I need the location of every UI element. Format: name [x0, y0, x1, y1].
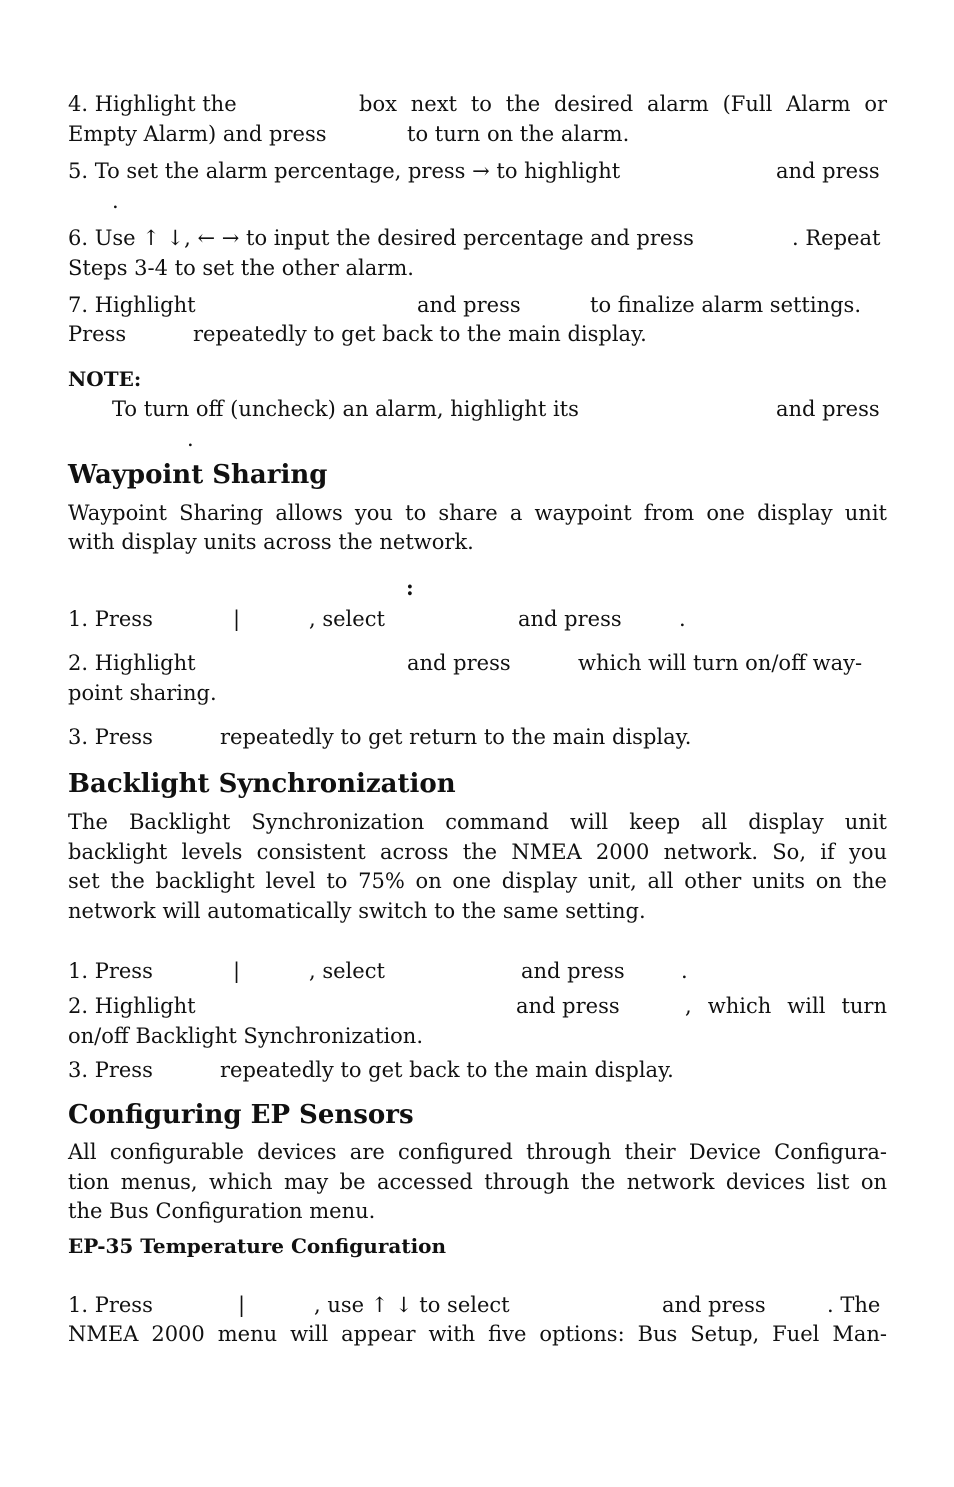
ep-step1-a: 1. Press [68, 1293, 153, 1317]
waypoint-step3-b: repeatedly to get return to the main display. [220, 725, 692, 749]
backlight-step2-line2: on/off Backlight Synchronization. [68, 1024, 424, 1048]
note-line1-a: To turn off (uncheck) an alarm, highlight its [112, 397, 579, 421]
backlight-step3-a: 3. Press [68, 1058, 153, 1082]
ep-step1-c: , use ↑ ↓ to select [314, 1293, 510, 1317]
backlight-step1-a: 1. Press [68, 959, 153, 983]
step7-line1-a: 7. Highlight [68, 293, 196, 317]
waypoint-step1-a: 1. Press [68, 607, 153, 631]
waypoint-step1-e: . [679, 607, 686, 631]
ep-para-line3: the Bus Configuration menu. [68, 1199, 376, 1223]
step5-line1-a: 5. To set the alarm percentage, press → to highlight [68, 159, 621, 183]
waypoint-colon: : [406, 575, 414, 600]
note-label: NOTE: [68, 367, 142, 391]
backlight-para-line3: set the backlight level to 75% on one display unit, all other units on the [68, 869, 887, 893]
waypoint-step2-a: 2. Highlight [68, 651, 196, 675]
step7-line1-b: and press [417, 293, 521, 317]
step6-line2: Steps 3-4 to set the other alarm. [68, 256, 414, 280]
step6-line1-b: . Repeat [792, 226, 881, 250]
ep-step1-line2: NMEA 2000 menu will appear with five options: Bus Setup, Fuel Man- [68, 1322, 887, 1346]
waypoint-step1-b: | [233, 607, 241, 631]
step5-line1-b: and press [776, 159, 880, 183]
backlight-para-line4: network will automatically switch to the same setting. [68, 899, 646, 923]
step4-line2-a: Empty Alarm) and press [68, 122, 327, 146]
waypoint-para-line2: with display units across the network. [68, 530, 474, 554]
backlight-para-line1: The Backlight Synchronization command will keep all display unit [68, 810, 887, 834]
waypoint-step3-a: 3. Press [68, 725, 153, 749]
waypoint-step1-c: , select [309, 607, 385, 631]
step4-line2-b: to turn on the alarm. [407, 122, 630, 146]
ep-step1-d: and press [662, 1293, 766, 1317]
step5-line2: . [112, 189, 119, 213]
step4-line1-a: 4. Highlight the [68, 92, 237, 116]
subheading-ep35: EP-35 Temperature Configuration [68, 1234, 447, 1258]
waypoint-step2-line2: point sharing. [68, 681, 217, 705]
backlight-step1-b: | [233, 959, 241, 983]
waypoint-step2-c: which will turn on/off way- [578, 651, 863, 675]
ep-para-line2: tion menus, which may be accessed through the network devices list on [68, 1170, 887, 1194]
backlight-step2-c: , which will turn [685, 994, 887, 1018]
ep-para-line1: All configurable devices are configured through their Device Configura- [68, 1140, 887, 1164]
step7-line2-b: repeatedly to get back to the main display. [193, 322, 647, 346]
ep-step1-b: | [238, 1293, 246, 1317]
step6-line1-a: 6. Use ↑ ↓, ← → to input the desired percentage and press [68, 226, 694, 250]
backlight-para-line2: backlight levels consistent across the NMEA 2000 network. So, if you [68, 840, 887, 864]
note-line1-b: and press [776, 397, 880, 421]
backlight-step1-d: and press [521, 959, 625, 983]
heading-backlight-sync: Backlight Synchronization [68, 769, 456, 799]
step7-line1-c: to finalize alarm settings. [590, 293, 862, 317]
heading-waypoint-sharing: Waypoint Sharing [68, 460, 328, 490]
note-line2: . [187, 427, 194, 451]
step7-line2-a: Press [68, 322, 127, 346]
heading-configuring-ep-sensors: Configuring EP Sensors [68, 1100, 414, 1130]
backlight-step1-c: , select [309, 959, 385, 983]
waypoint-step2-b: and press [407, 651, 511, 675]
backlight-step1-e: . [681, 959, 688, 983]
ep-step1-e: . The [827, 1293, 881, 1317]
backlight-step2-a: 2. Highlight [68, 994, 196, 1018]
backlight-step3-b: repeatedly to get back to the main display. [220, 1058, 674, 1082]
step4-line1-b: box next to the desired alarm (Full Alarm or [359, 92, 887, 116]
waypoint-para-line1: Waypoint Sharing allows you to share a waypoint from one display unit [68, 501, 887, 525]
waypoint-step1-d: and press [518, 607, 622, 631]
backlight-step2-b: and press [516, 994, 620, 1018]
